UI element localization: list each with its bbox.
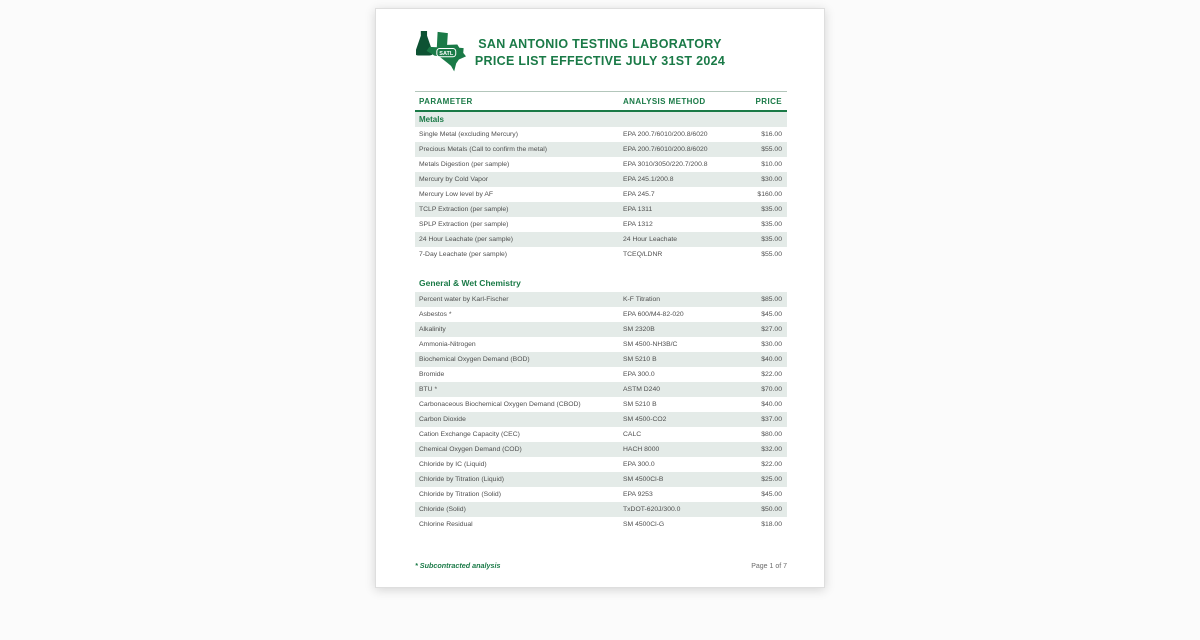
method-cell: EPA 300.0	[623, 371, 655, 378]
parameter-cell: Biochemical Oxygen Demand (BOD)	[419, 356, 530, 363]
parameter-cell: Carbonaceous Biochemical Oxygen Demand (CBOD)	[419, 401, 581, 408]
price-cell: $18.00	[761, 521, 782, 528]
table-row	[415, 337, 787, 352]
price-cell: $30.00	[761, 341, 782, 348]
table-row	[415, 397, 787, 412]
parameter-cell: Chloride by Titration (Solid)	[419, 491, 501, 498]
price-cell: $35.00	[761, 221, 782, 228]
parameter-cell: SPLP Extraction (per sample)	[419, 221, 509, 228]
document-page	[375, 8, 825, 588]
parameter-cell: Bromide	[419, 371, 445, 378]
table-row	[415, 307, 787, 322]
parameter-cell: BTU *	[419, 386, 438, 393]
price-cell: $25.00	[761, 476, 782, 483]
parameter-cell: Chemical Oxygen Demand (COD)	[419, 446, 522, 453]
parameter-cell: Precious Metals (Call to confirm the metal)	[419, 146, 548, 153]
price-cell: $50.00	[761, 506, 782, 513]
table-row	[415, 517, 787, 532]
document-footer	[415, 561, 787, 570]
method-cell: SM 4500-NH3B/C	[623, 341, 678, 348]
table-row	[415, 142, 787, 157]
parameter-cell: Alkalinity	[419, 326, 446, 333]
table-row	[415, 217, 787, 232]
parameter-cell: TCLP Extraction (per sample)	[419, 206, 509, 213]
section-title: General & Wet Chemistry	[419, 278, 521, 288]
price-cell: $30.00	[761, 176, 782, 183]
parameter-cell: Mercury Low level by AF	[419, 191, 494, 198]
parameter-cell: Metals Digestion (per sample)	[419, 161, 510, 168]
page-number: Page 1 of 7	[751, 563, 787, 570]
table-row	[415, 457, 787, 472]
table-body	[415, 112, 787, 532]
parameter-cell: Mercury by Cold Vapor	[419, 176, 489, 183]
parameter-cell: Carbon Dioxide	[419, 416, 466, 423]
price-cell: $35.00	[761, 236, 782, 243]
price-cell: $70.00	[761, 386, 782, 393]
parameter-cell: 24 Hour Leachate (per sample)	[419, 236, 514, 243]
price-cell: $40.00	[761, 401, 782, 408]
price-cell: $22.00	[761, 371, 782, 378]
document-header	[376, 9, 824, 87]
table-row	[415, 292, 787, 307]
method-cell: ASTM D240	[623, 386, 661, 393]
method-cell: SM 4500Cl-B	[623, 476, 664, 483]
method-cell: EPA 1311	[623, 206, 653, 213]
table-section	[415, 112, 787, 262]
method-cell: 24 Hour Leachate	[623, 236, 678, 243]
price-cell: $80.00	[761, 431, 782, 438]
table-row	[415, 352, 787, 367]
method-cell: EPA 300.0	[623, 461, 655, 468]
method-cell: TCEQ/LDNR	[623, 251, 663, 258]
table-row	[415, 367, 787, 382]
price-cell: $32.00	[761, 446, 782, 453]
column-header-row	[415, 92, 787, 110]
parameter-cell: 7-Day Leachate (per sample)	[419, 251, 508, 258]
table-row	[415, 502, 787, 517]
method-cell: SM 5210 B	[623, 356, 657, 363]
table-row	[415, 172, 787, 187]
price-cell: $37.00	[761, 416, 782, 423]
method-cell: SM 4500Cl-G	[623, 521, 665, 528]
table-row	[415, 127, 787, 142]
table-row	[415, 382, 787, 397]
table-row	[415, 232, 787, 247]
price-cell: $85.00	[761, 296, 782, 303]
table-section	[415, 275, 787, 532]
parameter-cell: Ammonia-Nitrogen	[419, 341, 476, 348]
table-row	[415, 202, 787, 217]
price-cell: $45.00	[761, 491, 782, 498]
logo-text: SATL	[439, 50, 454, 57]
method-cell: EPA 245.7	[623, 191, 655, 198]
table-row	[415, 412, 787, 427]
price-cell: $27.00	[761, 326, 782, 333]
column-header-parameter: PARAMETER	[419, 97, 473, 106]
parameter-cell: Cation Exchange Capacity (CEC)	[419, 431, 520, 438]
parameter-cell: Chloride (Solid)	[419, 506, 466, 513]
method-cell: EPA 200.7/6010/200.8/6020	[623, 131, 708, 138]
price-cell: $160.00	[757, 191, 782, 198]
method-cell: EPA 9253	[623, 491, 653, 498]
document-title	[376, 36, 824, 70]
table-row	[415, 247, 787, 262]
method-cell: TxDOT-620J/300.0	[623, 506, 681, 513]
method-cell: SM 5210 B	[623, 401, 657, 408]
method-cell: K-F Titration	[623, 296, 661, 303]
parameter-cell: Chlorine Residual	[419, 521, 473, 528]
price-cell: $45.00	[761, 311, 782, 318]
parameter-cell: Asbestos *	[419, 311, 452, 318]
parameter-cell: Chloride by IC (Liquid)	[419, 461, 487, 468]
table-row	[415, 442, 787, 457]
title-line-1: SAN ANTONIO TESTING LABORATORY	[478, 37, 722, 51]
subcontracted-footnote: * Subcontracted analysis	[415, 561, 501, 570]
method-cell: EPA 3010/3050/220.7/200.8	[623, 161, 708, 168]
table-row	[415, 487, 787, 502]
method-cell: EPA 245.1/200.8	[623, 176, 674, 183]
method-cell: EPA 200.7/6010/200.8/6020	[623, 146, 708, 153]
table-row	[415, 157, 787, 172]
column-header-method: ANALYSIS METHOD	[623, 97, 706, 106]
price-cell: $40.00	[761, 356, 782, 363]
method-cell: EPA 1312	[623, 221, 653, 228]
price-cell: $55.00	[761, 146, 782, 153]
table-row	[415, 472, 787, 487]
method-cell: HACH 8000	[623, 446, 660, 453]
price-cell: $22.00	[761, 461, 782, 468]
price-cell: $16.00	[761, 131, 782, 138]
parameter-cell: Chloride by Titration (Liquid)	[419, 476, 505, 483]
title-line-2: PRICE LIST EFFECTIVE JULY 31ST 2024	[474, 54, 726, 68]
section-title: Metals	[415, 112, 787, 127]
price-cell: $35.00	[761, 206, 782, 213]
price-cell: $10.00	[761, 161, 782, 168]
parameter-cell: Single Metal (excluding Mercury)	[419, 131, 518, 138]
method-cell: EPA 600/M4-82-020	[623, 311, 684, 318]
parameter-cell: Percent water by Karl-Fischer	[419, 296, 509, 303]
method-cell: SM 4500-CO2	[623, 416, 667, 423]
method-cell: SM 2320B	[623, 326, 655, 333]
price-table	[415, 91, 787, 532]
table-row	[415, 187, 787, 202]
column-header-price: PRICE	[755, 97, 782, 106]
method-cell: CALC	[623, 431, 642, 438]
price-cell: $55.00	[761, 251, 782, 258]
table-row	[415, 322, 787, 337]
table-row	[415, 427, 787, 442]
